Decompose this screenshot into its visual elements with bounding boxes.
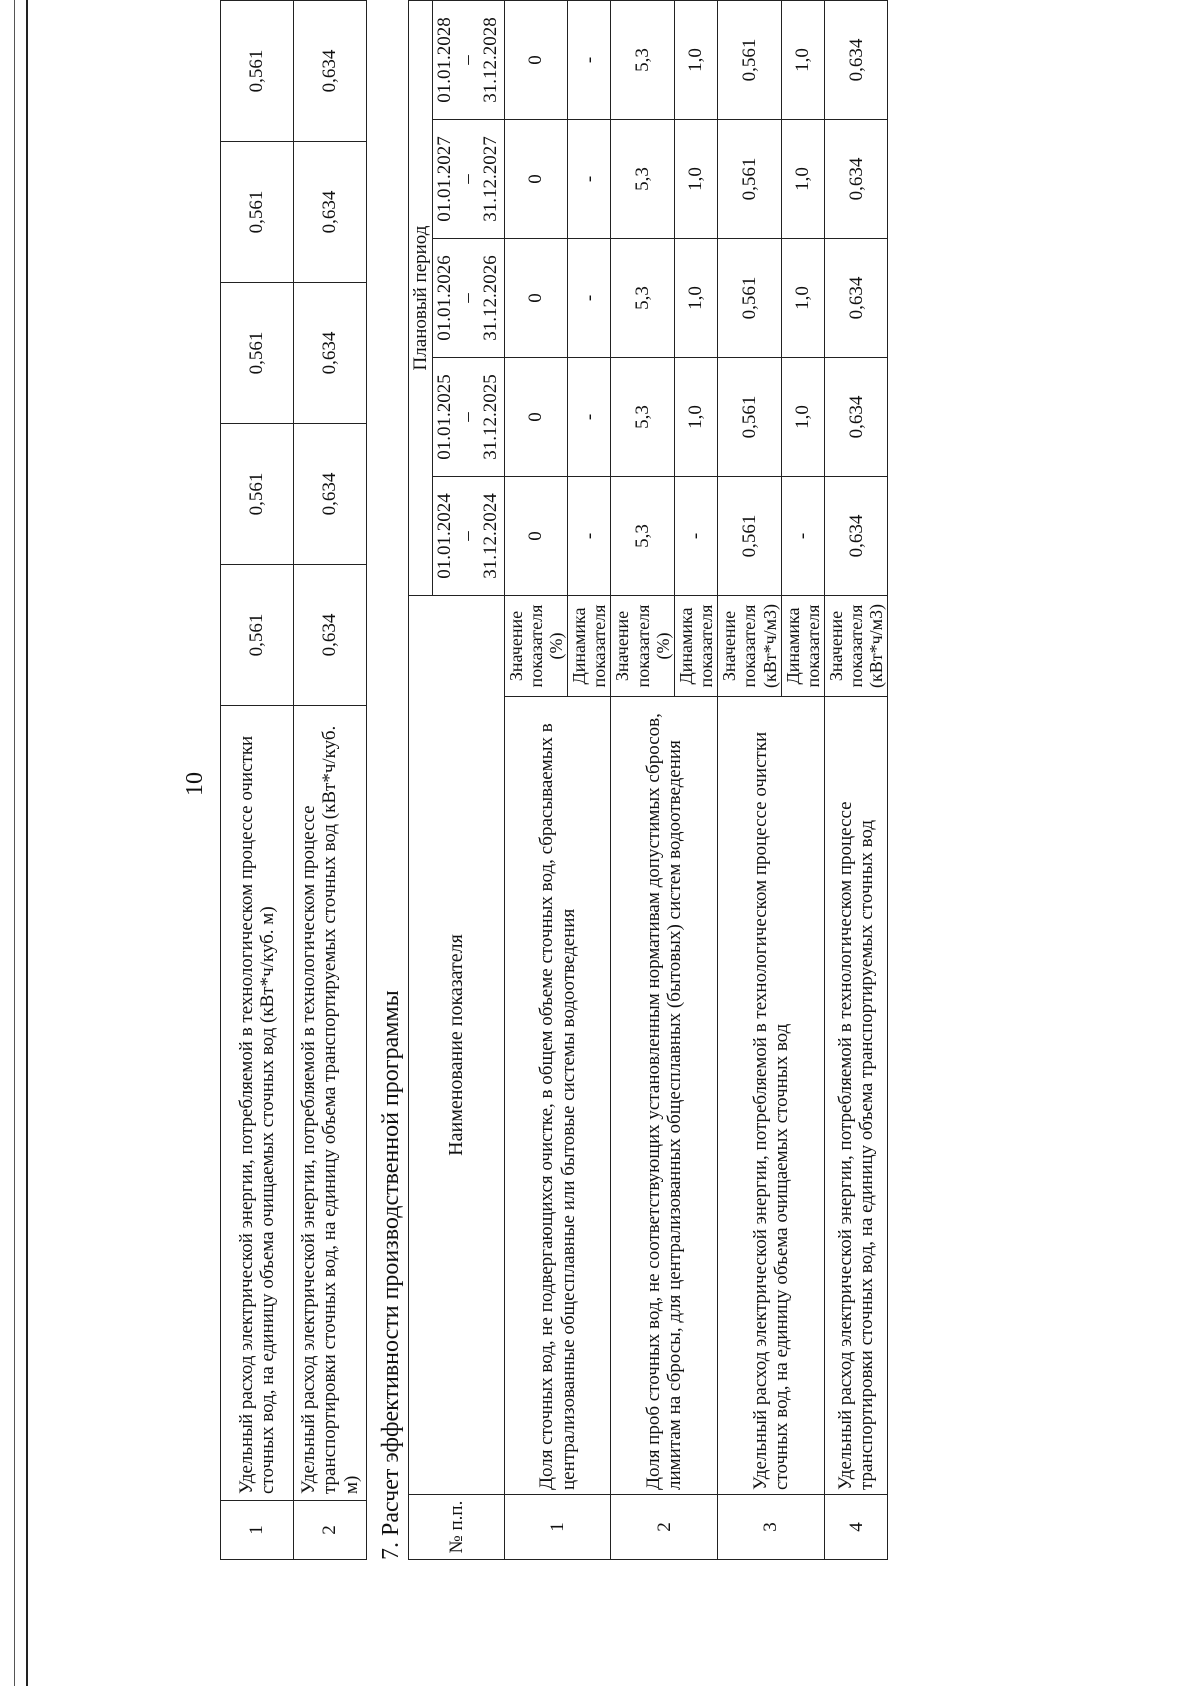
sub-label: Динамика показателя [568,596,611,697]
value-cell: 5,3 [611,120,674,239]
row-number: 2 [611,1495,718,1560]
period-start: 01.01.2025 [434,374,456,460]
row-number: 1 [504,1495,611,1560]
header-plan-period: Плановый период [409,1,433,596]
value-cell: 0,561 [718,358,781,477]
header-num: № п.п. [409,1495,505,1560]
value-cell: - [568,120,611,239]
value-cell: 0,634 [825,120,888,239]
value-cell: 0 [504,358,567,477]
page-number: 10 [182,772,208,796]
period-2026 [433,239,504,358]
period-start: 01.01.2026 [434,255,456,341]
row-number: 4 [825,1495,888,1560]
row-name: Удельный расход электрической энергии, потребляемой в технологическом процессе очистки сточных вод, на единицу объема очищаемых сточных вод [718,697,825,1495]
value-cell: - [674,477,717,596]
sub-label: Значение показателя (%) [611,596,674,697]
period-end: 31.12.2026 [479,255,501,341]
value-cell: - [568,1,611,120]
value-cell: 0 [504,477,567,596]
value-cell: 0,561 [221,142,294,283]
row-name: Удельный расход электрической энергии, потребляемой в технологическом процессе транспортировки сточных вод, на единицу объема транспортируемых сточных вод (кВт*ч/куб. м) [294,706,367,1501]
value-cell: 0,634 [294,1,367,142]
row-name: Доля проб сточных вод, не соответствующих установленным нормативам допустимых сбросов, лимитам на сбросы, для централизованных общесплавных (бытовых) систем водоотведения [611,697,718,1495]
header-row [409,1,433,1560]
value-cell: 0,561 [221,424,294,565]
period-2025 [433,358,504,477]
value-cell: 0,634 [294,424,367,565]
period-end: 31.12.2027 [479,136,501,222]
value-cell: 0,634 [825,477,888,596]
table-efficiency [408,0,888,1560]
value-cell: 0,561 [718,239,781,358]
value-cell: 0,561 [221,283,294,424]
row-name: Удельный расход электрической энергии, потребляемой в технологическом процессе транспортировки сточных вод, на единицу объема транспортируемых сточных вод [825,697,888,1495]
value-cell: 0,561 [221,1,294,142]
value-cell: 0,561 [718,477,781,596]
value-cell: 1,0 [674,358,717,477]
row-name: Удельный расход электрической энергии, потребляемой в технологическом процессе очистки сточных вод, на единицу объема очищаемых сточных вод (кВт*ч/куб. м) [221,706,294,1501]
period-dash: – [457,531,479,541]
value-cell: 5,3 [611,1,674,120]
value-cell: 0,634 [825,1,888,120]
row-name: Доля сточных вод, не подвергающихся очистке, в общем объеме сточных вод, сбрасываемых в централизованные общесплавные или бытовые системы водоотведения [504,697,611,1495]
value-cell: - [781,477,824,596]
value-cell: 0 [504,1,567,120]
row-number: 2 [294,1501,367,1560]
table-energy-consumption [220,0,367,1560]
value-cell: 1,0 [781,1,824,120]
value-cell: 0,634 [825,239,888,358]
table-row [611,1,674,1560]
value-cell: 0,634 [294,142,367,283]
value-cell: 0,634 [825,358,888,477]
row-number: 3 [718,1495,825,1560]
header-name: Наименование показателя [409,596,505,1495]
period-2028 [433,1,504,120]
value-cell: 1,0 [781,120,824,239]
sub-label: Значение показателя (кВт*ч/м3) [825,596,888,697]
sub-label: Динамика показателя [674,596,717,697]
value-cell: 5,3 [611,358,674,477]
table-row [504,1,567,1560]
period-end: 31.12.2024 [479,493,501,579]
value-cell: - [568,358,611,477]
sub-label: Значение показателя (кВт*ч/м3) [718,596,781,697]
period-dash: – [457,174,479,184]
sub-label: Значение показателя (%) [504,596,567,697]
period-start: 01.01.2028 [434,17,456,103]
period-start: 01.01.2024 [434,493,456,579]
section-title: 7. Расчет эффективности производственной программы [378,990,404,1560]
period-end: 31.12.2028 [479,17,501,103]
value-cell: - [568,477,611,596]
period-dash: – [457,412,479,422]
value-cell: 5,3 [611,477,674,596]
value-cell: 1,0 [781,239,824,358]
value-cell: 1,0 [674,1,717,120]
value-cell: 1,0 [674,239,717,358]
value-cell: 0,561 [718,120,781,239]
value-cell: 0 [504,239,567,358]
period-2027 [433,120,504,239]
row-number: 1 [221,1501,294,1560]
value-cell: 0,634 [294,565,367,706]
scan-edge-line [14,0,15,1686]
table-row [294,1,367,1560]
value-cell: 0,561 [221,565,294,706]
table-row [221,1,294,1560]
period-end: 31.12.2025 [479,374,501,460]
period-dash: – [457,293,479,303]
value-cell: 0,634 [294,283,367,424]
period-start: 01.01.2027 [434,136,456,222]
period-dash: – [457,55,479,65]
value-cell: 5,3 [611,239,674,358]
table-row [825,1,888,1560]
table-row [718,1,781,1560]
value-cell: 0 [504,120,567,239]
sub-label: Динамика показателя [781,596,824,697]
value-cell: 0,561 [718,1,781,120]
rotated-page-content [180,0,1160,1560]
value-cell: 1,0 [781,358,824,477]
value-cell: - [568,239,611,358]
period-2024 [433,477,504,596]
value-cell: 1,0 [674,120,717,239]
